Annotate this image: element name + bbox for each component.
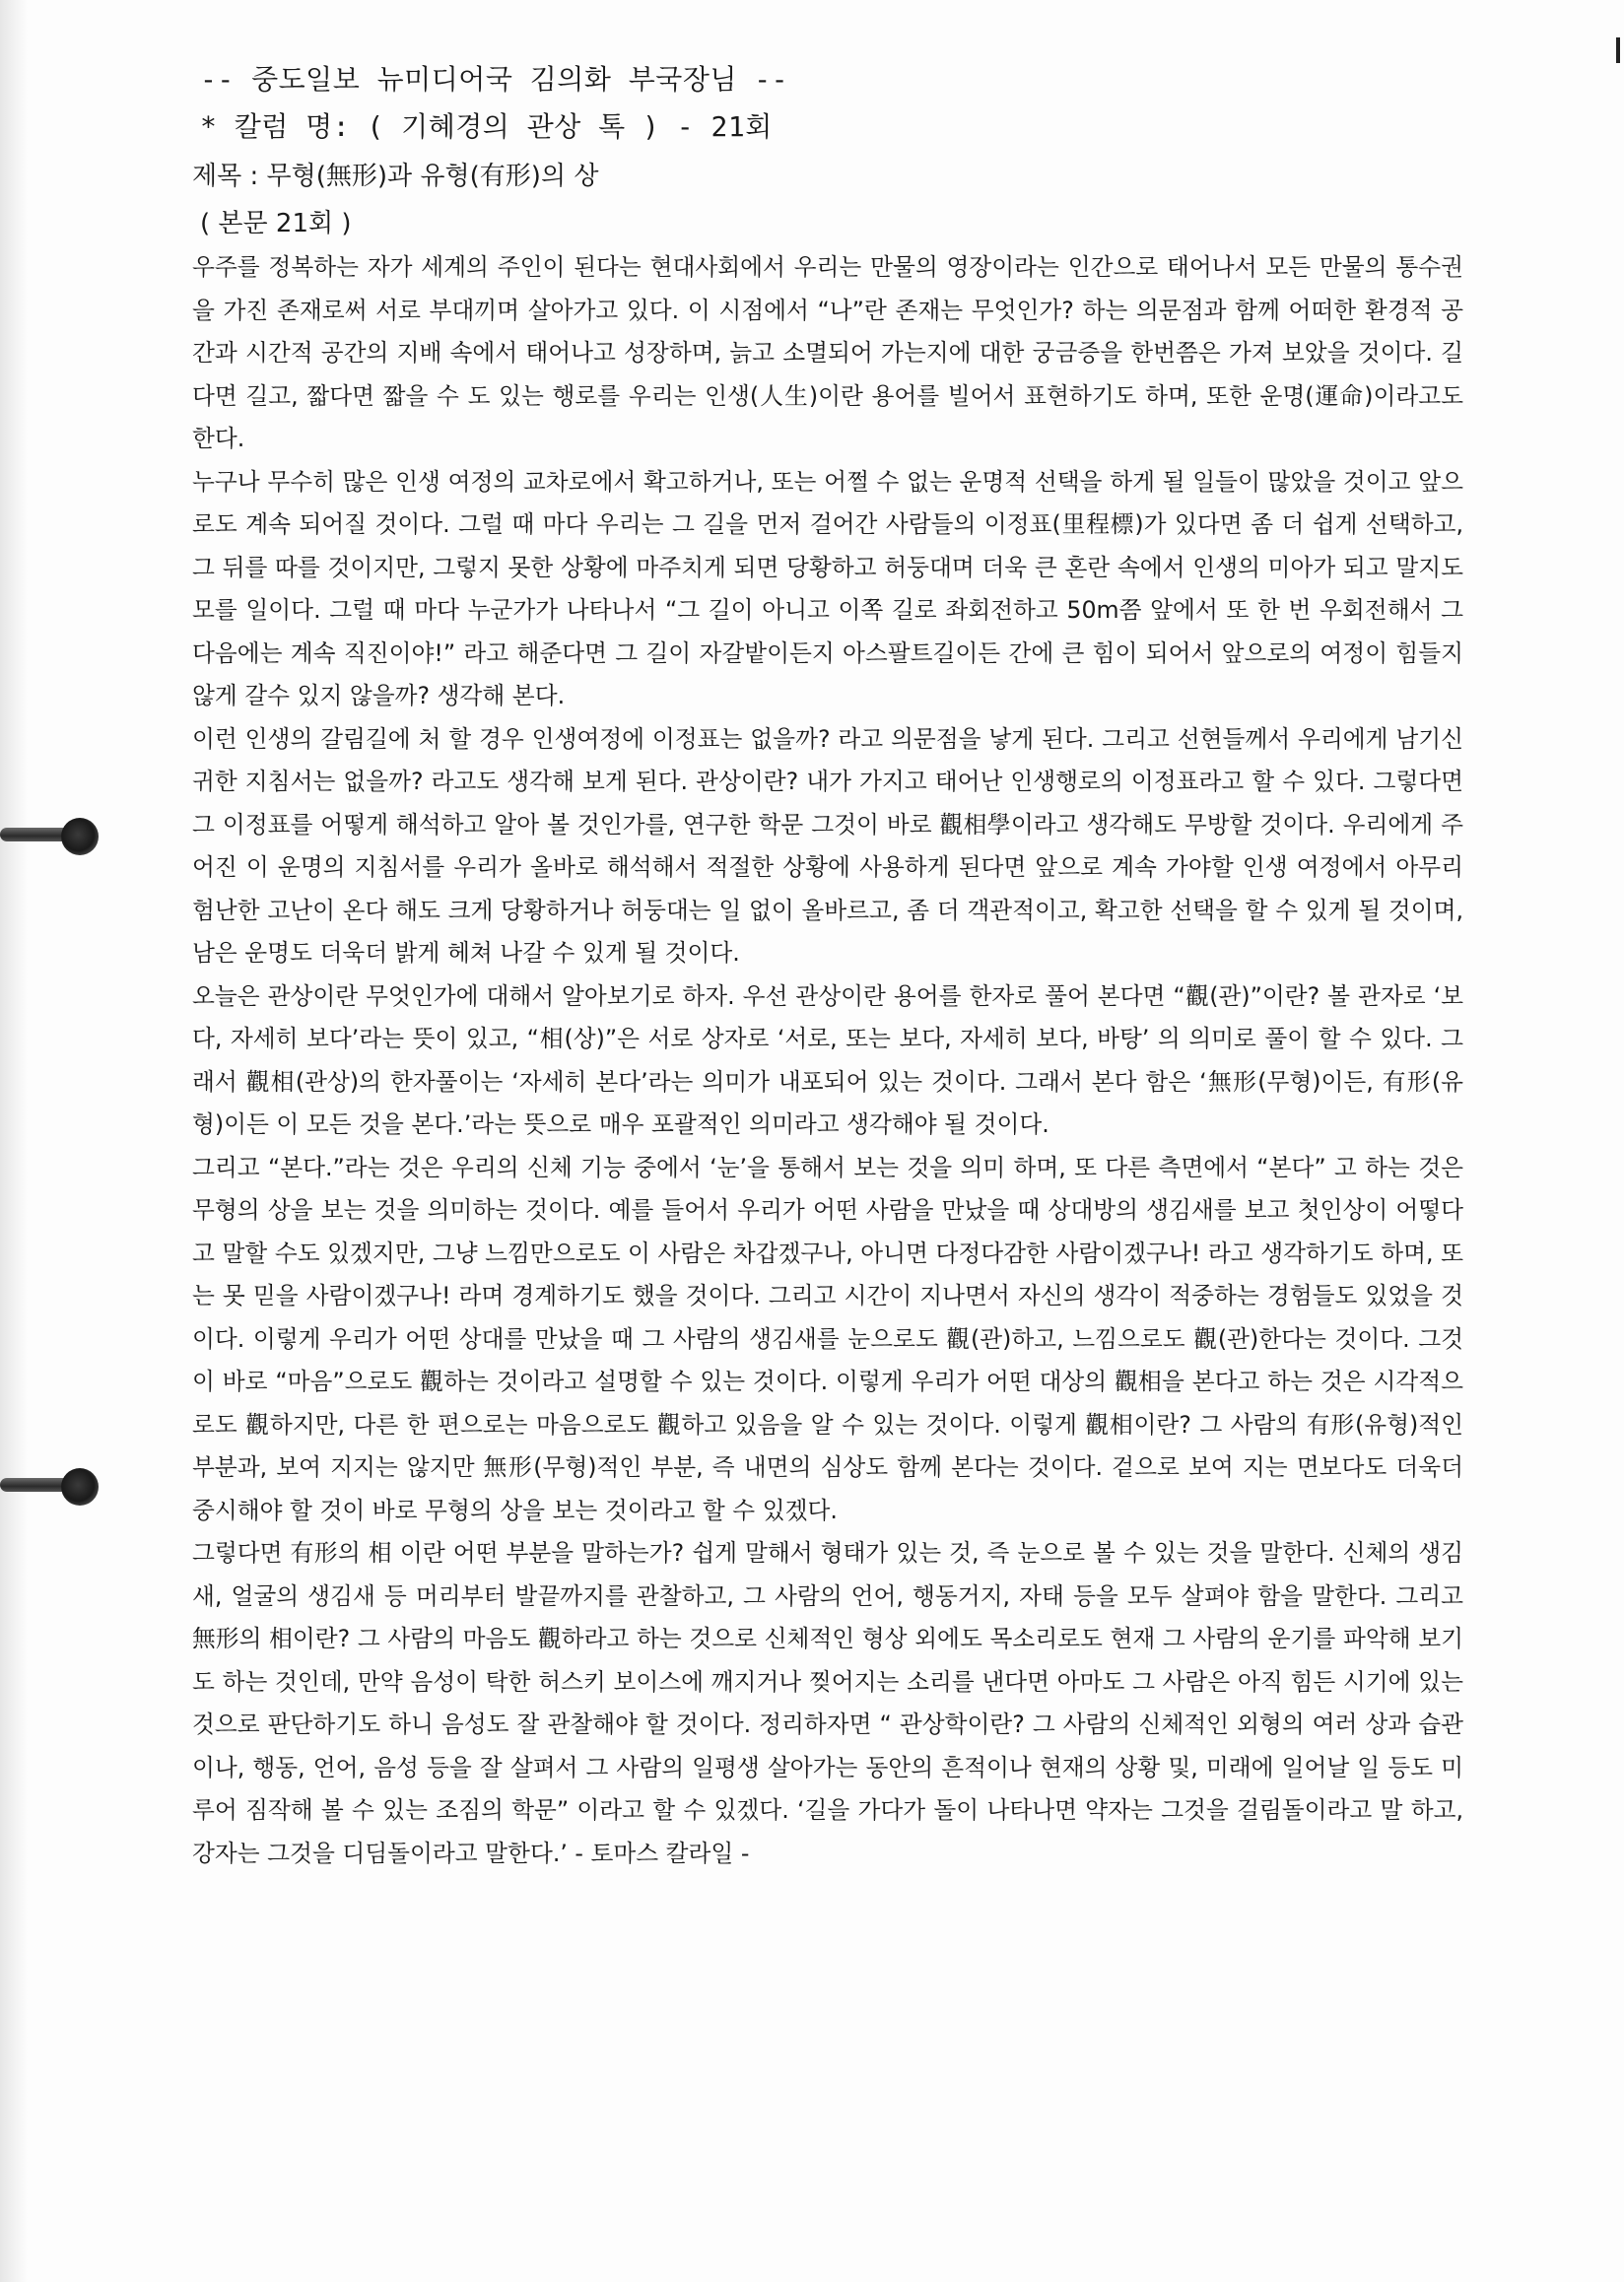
binder-ring-icon [0, 1464, 108, 1508]
paragraph: 그리고 “본다.”라는 것은 우리의 신체 기능 중에서 ‘눈’을 통해서 보는 것을 의미 하며, 또 다른 측면에서 “본다” 고 하는 것은 무형의 상을 보는 것을 의미하는 것이다. 예를 들어서 우리가 어떤 사람을 만났을 때 상대방의 생김새를 보고 첫인상이 어떻다고 말할 수도 있겠지만, 그냥 느낌만으로도 이 사람은 차갑겠구나, 아니면 다정다감한 사람이겠구나! 라고 생각하기도 하며, 또는 못 믿을 사람이겠구나! 라며 경계하기도 했을 것이다. 그리고 시간이 지나면서 자신의 생각이 적중하는 경험들도 있었을 것이다. 이렇게 우리가 어떤 상대를 만났을 때 그 사람의 생김새를 눈으로도 觀(관)하고, 느낌으로도 觀(관)한다는 것이다. 그것이 바로 “마음”으로도 觀하는 것이라고 설명할 수 있는 것이다. 이렇게 우리가 어떤 대상의 觀相을 본다고 하는 것은 시각적으로도 觀하지만, 다른 한 편으로는 마음으로도 觀하고 있음을 알 수 있는 것이다. 이렇게 觀相이란? 그 사람의 有形(유형)적인 부분과, 보여 지지는 않지만 無形(무형)적인 부분, 즉 내면의 심상도 함께 본다는 것이다. 겉으로 보여 지는 면보다도 더욱더 중시해야 할 것이 바로 무형의 상을 보는 것이라고 할 수 있겠다. [192, 1153, 1463, 1524]
document-body [192, 57, 1463, 1875]
page-title: 제목 : 무형(無形)과 유형(有形)의 상 [192, 162, 599, 191]
header-line: -- 중도일보 뉴미디어국 김의화 부국장님 -- [200, 63, 788, 96]
edge-mark [1616, 37, 1620, 63]
punch-hole [61, 818, 99, 855]
punch-hole [61, 1468, 99, 1506]
binder-ring-icon [0, 814, 108, 857]
page-edge-shadow [0, 0, 28, 2282]
article-text [192, 246, 1463, 1875]
paragraph: 오늘은 관상이란 무엇인가에 대해서 알아보기로 하자. 우선 관상이란 용어를 한자로 풀어 본다면 “觀(관)”이란? 볼 관자로 ‘보다, 자세히 보다’라는 뜻이 있고, “相(상)”은 서로 상자로 ‘서로, 또는 보다, 자세히 보다, 바탕’ 의 의미로 풀이 할 수 있다. 그래서 觀相(관상)의 한자풀이는 ‘자세히 본다’라는 의미가 내포되어 있는 것이다. 그래서 본다 함은 ‘無形(무형)이든, 有形(유형)이든 이 모든 것을 본다.’라는 뜻으로 매우 포괄적인 의미라고 생각해야 될 것이다. [192, 981, 1463, 1138]
paragraph: 그렇다면 有形의 相 이란 어떤 부분을 말하는가? 쉽게 말해서 형태가 있는 것, 즉 눈으로 볼 수 있는 것을 말한다. 신체의 생김새, 얼굴의 생김새 등 머리부터 발끝까지를 관찰하고, 그 사람의 언어, 행동거지, 자태 등을 모두 살펴야 함을 말한다. 그리고 無形의 相이란? 그 사람의 마음도 觀하라고 하는 것으로 신체적인 형상 외에도 목소리로도 현재 그 사람의 운기를 파악해 보기도 하는 것인데, 만약 음성이 탁한 허스키 보이스에 깨지거나 찢어지는 소리를 낸다면 아마도 그 사람은 아직 힘든 시기에 있는 것으로 판단하기도 하니 음성도 잘 관찰해야 할 것이다. 정리하자면 “ 관상학이란? 그 사람의 신체적인 외형의 여러 상과 습관이나, 행동, 언어, 음성 등을 잘 살펴서 그 사람의 일평생 살아가는 동안의 흔적이나 현재의 상황 및, 미래에 일어날 일 등도 미루어 짐작해 볼 수 있는 조짐의 학문” 이라고 할 수 있겠다. ‘길을 가다가 돌이 나타나면 약자는 그것을 걸림돌이라고 말 하고, 강자는 그것을 디딤돌이라고 말한다.’ - 토마스 칼라일 - [192, 1539, 1463, 1867]
column-line: * 칼럼 명: ( 기혜경의 관상 톡 ) - 21회 [200, 110, 773, 143]
paragraph: 이런 인생의 갈림길에 처 할 경우 인생여정에 이정표는 없을까? 라고 의문점을 낳게 된다. 그리고 선현들께서 우리에게 남기신 귀한 지침서는 없을까? 라고도 생각해 보게 된다. 관상이란? 내가 가지고 태어난 인생행로의 이정표라고 할 수 있다. 그렇다면 그 이정표를 어떻게 해석하고 알아 볼 것인가를, 연구한 학문 그것이 바로 觀相學이라고 생각해도 무방할 것이다. 우리에게 주어진 이 운명의 지침서를 우리가 올바로 해석해서 적절한 상황에 사용하게 된다면 앞으로 계속 가야할 인생 여정에서 아무리 험난한 고난이 온다 해도 크게 당황하거나 허둥대는 일 없이 올바르고, 좀 더 객관적이고, 확고한 선택을 할 수 있게 될 것이며, 남은 운명도 더욱더 밝게 헤쳐 나갈 수 있게 될 것이다. [192, 724, 1463, 967]
paragraph: 우주를 정복하는 자가 세계의 주인이 된다는 현대사회에서 우리는 만물의 영장이라는 인간으로 태어나서 모든 만물의 통수권을 가진 존재로써 서로 부대끼며 살아가고 있다. 이 시점에서 “나”란 존재는 무엇인가? 하는 의문점과 함께 어떠한 환경적 공간과 시간적 공간의 지배 속에서 태어나고 성장하며, 늙고 소멸되어 가는지에 대한 궁금증을 한번쯤은 가져 보았을 것이다. 길 다면 길고, 짧다면 짧을 수 도 있는 행로를 우리는 인생(人生)이란 용어를 빌어서 표현하기도 하며, 또한 운명(運命)이라고도 한다. [192, 253, 1463, 452]
paragraph: 누구나 무수히 많은 인생 여정의 교차로에서 확고하거나, 또는 어쩔 수 없는 운명적 선택을 하게 될 일들이 많았을 것이고 앞으로도 계속 되어질 것이다. 그럴 때 마다 우리는 그 길을 먼저 걸어간 사람들의 이정표(里程標)가 있다면 좀 더 쉽게 선택하고, 그 뒤를 따를 것이지만, 그렇지 못한 상황에 마주치게 되면 당황하고 허둥대며 더욱 큰 혼란 속에서 인생의 미아가 되고 말지도 모를 일이다. 그럴 때 마다 누군가가 나타나서 “그 길이 아니고 이쪽 길로 좌회전하고 50m쯤 앞에서 또 한 번 우회전해서 그 다음에는 계속 직진이야!” 라고 해준다면 그 길이 자갈밭이든지 아스팔트길이든 간에 큰 힘이 되어서 앞으로의 여정이 힘들지 않게 갈수 있지 않을까? 생각해 본다. [192, 467, 1463, 709]
section-label: ( 본문 21회 ) [200, 209, 352, 238]
